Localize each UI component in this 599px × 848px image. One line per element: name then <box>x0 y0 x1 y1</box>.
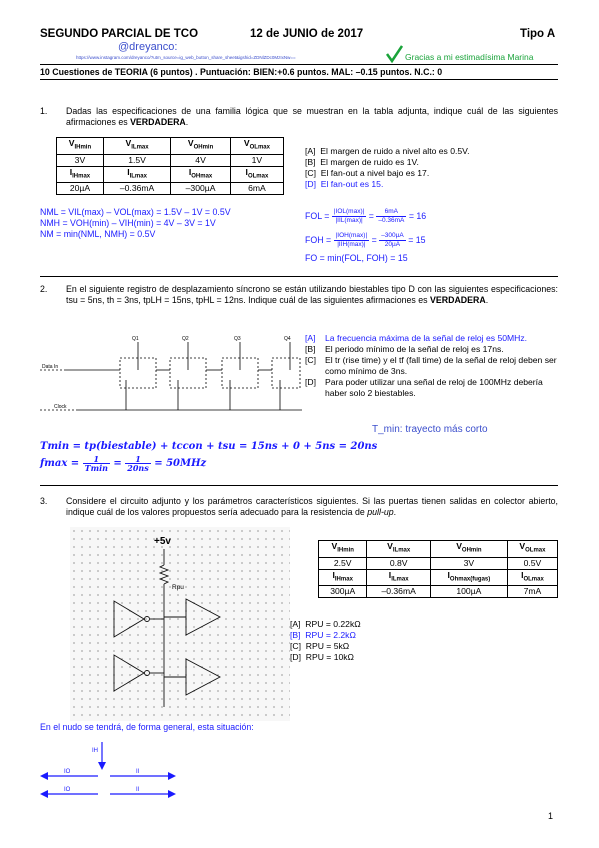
q3-options <box>290 619 361 663</box>
io-label: IO <box>64 769 71 775</box>
q1-label: Q1 <box>132 336 139 342</box>
q1-statement: Dadas las especificaciones de una familia lógica que se muestran en la tabla adjunta, indique cuál de las siguientes afirmaciones es VERDADERA. <box>66 106 558 128</box>
q3-circuit <box>70 527 290 721</box>
q4-label: Q4 <box>284 336 291 342</box>
q1-solution-foh: FOH = $\frac{\text{|IOH(max)|}}{\text{|IIH(max)|}}$ = $\frac{\text{–300µA}}{\text{20µA}}$ = 15 <box>305 232 426 248</box>
q3-statement: Considere el circuito adjunto y los parámetros característicos siguientes. Si las puertas tienen salidas en colector abierto, indique cuál de los valores propuestos sería adecuado para la resistencia de pull-up. <box>66 496 558 518</box>
q1-option-b[interactable]: [B] El margen de ruido es 1V. <box>305 157 419 167</box>
thanks-note: Gracias a mi estimadísima Marina <box>405 52 534 62</box>
page-number: 1 <box>548 811 554 821</box>
shift-register-diagram <box>40 330 302 420</box>
exam-type: Tipo A <box>520 28 556 40</box>
q1-solution-noise: NML = VIL(max) – VOL(max) = 1.5V – 1V = 0.5V NMH = VOH(min) – VIH(min) = 4V – 3V = 1V NM = min(NML, NMH) = 0.5V <box>40 207 231 239</box>
rpu-label: Rpu <box>172 584 184 591</box>
q2-option-c[interactable]: [C] El tr (rise time) y el tf (fall time) de la señal de reloj deben ser como mínimo de 3ns. <box>305 355 557 376</box>
ii-label: II <box>136 769 140 775</box>
q1-option-c[interactable]: [C] El fan-out a nivel bajo es 17. <box>305 168 430 178</box>
q2-eq-tmin: Tmin = tp(biestable) + tccon + tsu = 15ns + 0 + 5ns = 20ns <box>40 441 378 452</box>
q1-option-d[interactable]: [D] El fan-out es 15. <box>305 179 384 189</box>
vcc-label: +5v <box>154 536 171 547</box>
node-current-diagram <box>40 740 180 800</box>
q3-number: 3. <box>40 496 48 506</box>
q1-solution-fol: FOL = $\frac{\text{|IOL(max)|}}{\text{|IIL(max)|}}$ = $\frac{6mA}{-0.36mA}$ = 16 <box>305 208 427 224</box>
q3-option-b[interactable]: [B] RPU = 2.2kΩ <box>290 630 356 640</box>
q2-label: Q2 <box>182 336 189 342</box>
q1-option-a[interactable]: [A] El margen de ruido a nivel alto es 0.5V. <box>305 146 470 156</box>
data-in-label: Data In <box>42 364 59 370</box>
q1-options <box>305 146 470 190</box>
q2-note: T_min: trayecto más corto <box>372 424 488 435</box>
author-handle: @dreyanco: <box>118 41 178 53</box>
q3-label: Q3 <box>234 336 241 342</box>
q3-spec-table: $V_{IHmin}$ $V_{ILmax}$ $V_{OHmin}$ $V_{OLmax}$ 2.5V 0.8V 3V 0.5V $I_{IHmax}$ $I_{ILmax}$ $I_{Ohmax(fugas)}$ $I_{OLmax}$ 300µA –0.36mA 100µA 7mA <box>318 540 558 598</box>
q2-number: 2. <box>40 284 48 294</box>
q3-option-a[interactable]: [A] RPU = 0.22kΩ <box>290 619 361 629</box>
clock-label: Clock <box>54 404 67 410</box>
q1-solution-fo: FO = min(FOL, FOH) = 15 <box>305 253 408 263</box>
author-link[interactable]: https://www.instagram.com/dreyanco/?utm_source=ig_web_button_share_sheet&igshid=ZDNlZDc0MzIxNw== <box>76 55 296 60</box>
q2-option-d[interactable]: [D] Para poder utilizar una señal de reloj de 100MHz debería haber solo 2 biestables. <box>305 377 543 398</box>
q3-option-c[interactable]: [C] RPU = 5kΩ <box>290 641 350 651</box>
q3-node-note: En el nudo se tendrá, de forma general, esta situación: <box>40 722 254 732</box>
q2-statement: En el siguiente registro de desplazamiento síncrono se están utilizando biestables tipo D con las siguientes especificaciones: tsu = 5ns, th = 3ns, tpLH = 15ns, tpHL = 12ns. Indique cuál de las siguientes afirmaciones es VERDADERA. <box>66 284 558 306</box>
q3-option-d[interactable]: [D] RPU = 10kΩ <box>290 652 354 662</box>
ih-label: IH <box>92 748 98 754</box>
q2-options <box>305 333 559 399</box>
section-header: 10 Cuestiones de TEORIA (6 puntos) . Puntuación: BIEN:+0.6 puntos. MAL: –0.15 puntos. N.C.: 0 <box>40 67 443 77</box>
q2-option-a[interactable]: [A] La frecuencia máxima de la señal de reloj es 50MHz. <box>305 333 528 343</box>
io-label-2: IO <box>64 787 71 793</box>
exam-date: 12 de JUNIO de 2017 <box>250 28 364 40</box>
checkmark-icon <box>385 44 403 64</box>
q1-spec-table: $V_{IHmin}$ $V_{ILmax}$ $V_{OHmin}$ $V_{OLmax}$ 3V 1.5V 4V 1V $I_{IHmax}$ $I_{ILmax}$ $I_{OHmax}$ $I_{OLmax}$ 20µA –0.36mA –300µA 6mA <box>56 137 284 195</box>
q2-option-b[interactable]: [B] El periodo mínimo de la señal de reloj es 17ns. <box>305 344 504 354</box>
q2-eq-fmax: fmax = $\frac{1}{Tmin}$ = $\frac{1}{20ns}$ = 50MHz <box>40 454 207 473</box>
exam-title: SEGUNDO PARCIAL DE TCO <box>40 28 199 40</box>
q1-number: 1. <box>40 106 48 116</box>
ii-label-2: II <box>136 787 140 793</box>
